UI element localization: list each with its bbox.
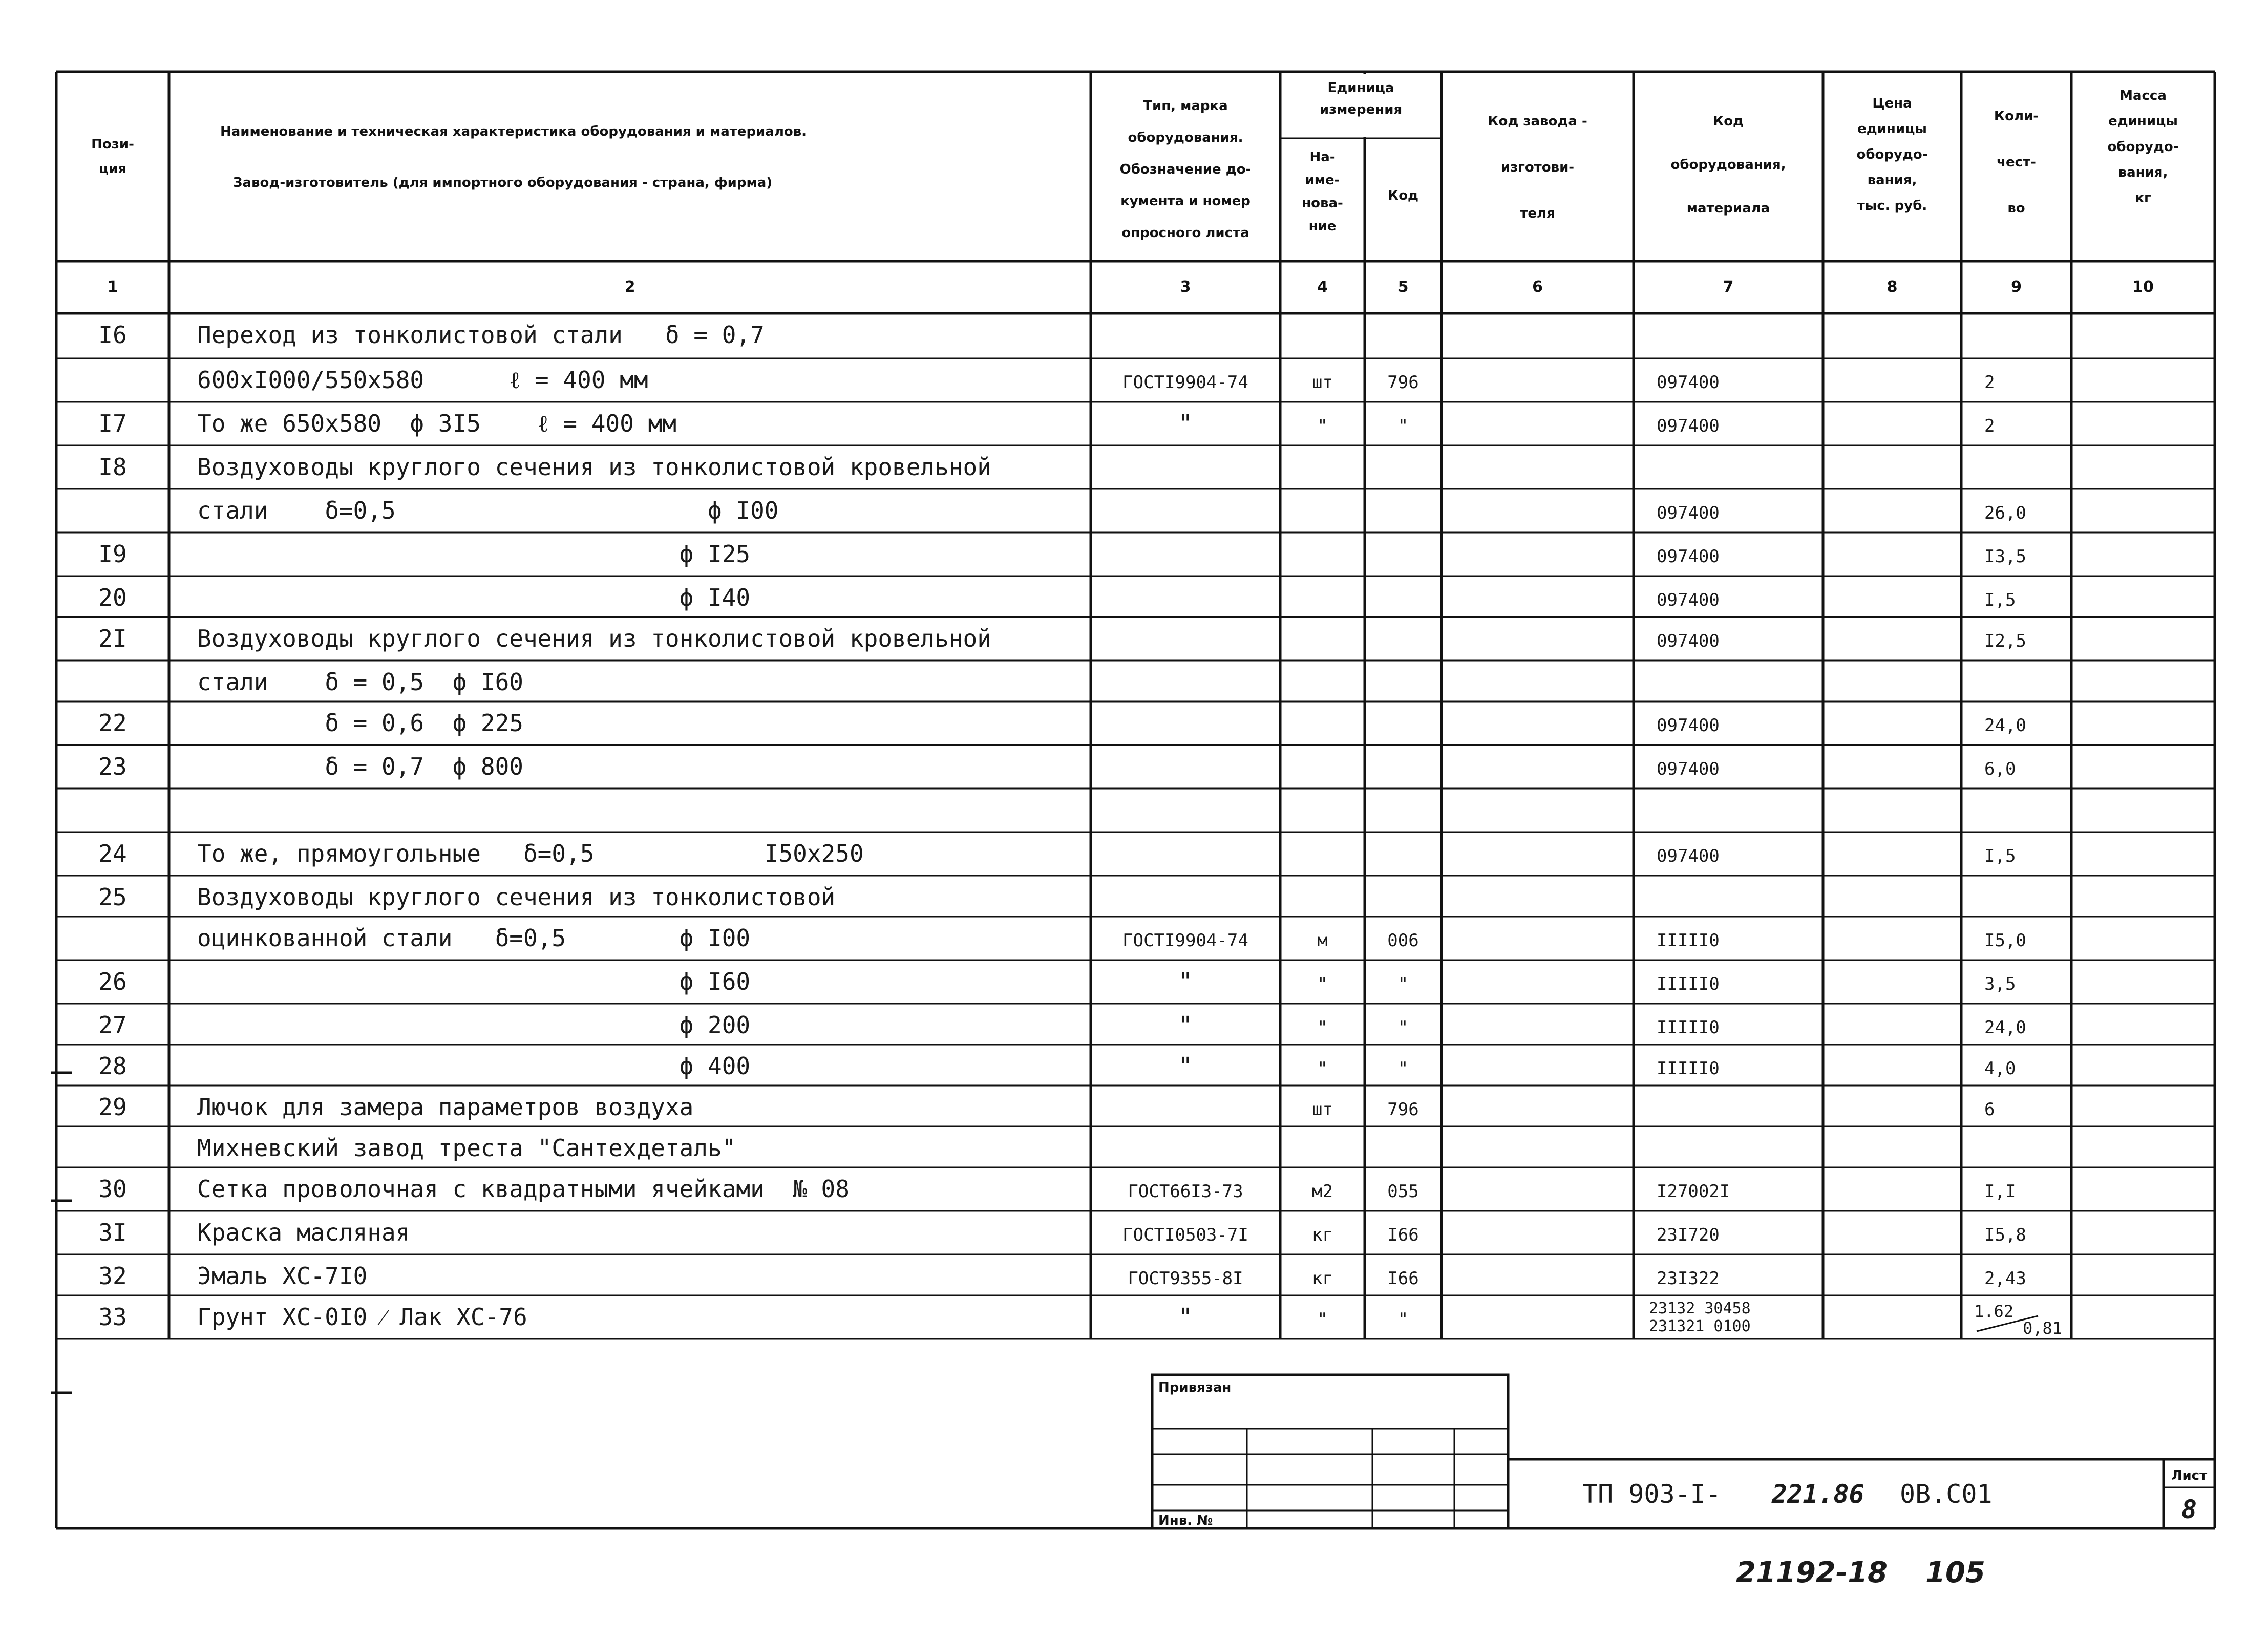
row-position: 22 xyxy=(98,709,127,737)
row-material-code: 097400 xyxy=(1657,631,1720,651)
row-material-code: 097400 xyxy=(1657,715,1720,736)
header-unit-name: На- xyxy=(1309,150,1336,165)
row-name: Краска масляная xyxy=(197,1219,410,1246)
row-position: 32 xyxy=(98,1262,127,1290)
header-price: тыс. руб. xyxy=(1857,198,1927,214)
row-name: 600xI000/550x580 ℓ = 400 мм xyxy=(197,366,648,394)
row-name: Эмаль ХС-7I0 xyxy=(197,1262,368,1290)
column-number: 9 xyxy=(2011,278,2022,296)
row-name: ϕ 400 xyxy=(197,1052,751,1080)
row-quantity: I,5 xyxy=(1984,590,2016,610)
sheet-number: 8 xyxy=(2181,1495,2197,1524)
header-manufacturer-code: изготови- xyxy=(1500,160,1575,175)
row-name: То же, прямоугольные δ=0,5 I50x250 xyxy=(197,840,864,867)
table-row xyxy=(197,924,2026,952)
row-quantity: 6 xyxy=(1984,1099,1995,1120)
row-unit-code: " xyxy=(1397,1017,1409,1038)
column-number: 7 xyxy=(1723,278,1734,296)
table-row xyxy=(98,1300,2062,1338)
header-mass: оборудо- xyxy=(2107,139,2179,155)
header-name: Наименование и техническая характеристика оборудования и материалов. xyxy=(220,124,807,139)
header-material-code: Код xyxy=(1712,114,1744,129)
row-name: стали δ=0,5 ϕ I00 xyxy=(197,497,779,524)
row-material-code: 097400 xyxy=(1657,372,1720,393)
row-position: 2I xyxy=(98,625,127,652)
footer xyxy=(1736,1556,1985,1589)
row-quantity: I3,5 xyxy=(1984,546,2026,567)
row-position: I6 xyxy=(98,321,127,349)
row-name: Воздуховоды круглого сечения из тонколистовой кровельной xyxy=(197,625,991,652)
row-material-code: IIIII0 xyxy=(1657,930,1720,951)
row-position: 20 xyxy=(98,584,127,611)
row-document: " xyxy=(1178,410,1193,437)
inventory-label: Инв. № xyxy=(1158,1513,1213,1528)
column-number: 4 xyxy=(1317,278,1328,296)
row-unit-code: " xyxy=(1397,1309,1409,1330)
table-row xyxy=(98,1175,2016,1203)
footer-doc-number: 21192-18 xyxy=(1736,1556,1888,1589)
row-quantity: I5,0 xyxy=(1984,930,2026,951)
row-unit: " xyxy=(1317,1017,1328,1038)
row-material-code: IIIII0 xyxy=(1657,974,1720,994)
header-manufacturer: Завод-изготовитель (для импортного оборудования - страна, фирма) xyxy=(233,175,773,190)
row-position: I7 xyxy=(98,410,127,437)
row-unit-code: " xyxy=(1397,974,1409,994)
row-quantity: 4,0 xyxy=(1984,1058,2016,1079)
header-unit-name: ние xyxy=(1308,219,1337,234)
row-name: То же 650x580 ϕ 3I5 ℓ = 400 мм xyxy=(197,410,676,437)
row-document: ГОСТI9904-74 xyxy=(1122,930,1248,951)
table-row xyxy=(98,1052,2016,1080)
table-row xyxy=(197,668,523,696)
row-position: 30 xyxy=(98,1175,127,1203)
column-number: 5 xyxy=(1397,278,1409,296)
row-quantity: 3,5 xyxy=(1984,974,2016,994)
row-position: 26 xyxy=(98,968,127,995)
table-row xyxy=(98,840,2016,867)
header-unit-group: измерения xyxy=(1319,102,1403,117)
header-quantity: чест- xyxy=(1997,155,2036,170)
row-quantity: I,I xyxy=(1984,1181,2016,1202)
row-quantity: 26,0 xyxy=(1984,503,2026,523)
table-row xyxy=(98,321,764,349)
row-unit: " xyxy=(1317,974,1328,994)
table-row xyxy=(98,410,1995,437)
header-unit-name: нова- xyxy=(1302,196,1343,211)
row-quantity: I2,5 xyxy=(1984,631,2026,651)
table-row xyxy=(197,366,1995,394)
row-position: 23 xyxy=(98,753,127,780)
column-number: 6 xyxy=(1532,278,1543,296)
table-body xyxy=(98,321,2062,1338)
header-quantity: во xyxy=(2007,201,2025,216)
row-name: ϕ I25 xyxy=(197,540,751,568)
row-quantity-bottom: 0,81 xyxy=(2023,1318,2063,1338)
row-unit-code: I66 xyxy=(1387,1225,1419,1245)
row-quantity-top: 1.62 xyxy=(1974,1302,2014,1321)
row-unit-code: 006 xyxy=(1387,930,1419,951)
row-document: " xyxy=(1178,968,1193,995)
row-document: " xyxy=(1178,1011,1193,1039)
header-mass: кг xyxy=(2135,190,2151,206)
row-material-code: 23I720 xyxy=(1657,1225,1720,1245)
row-position: 29 xyxy=(98,1093,127,1121)
row-name: Михневский завод треста "Сантехдеталь" xyxy=(197,1134,736,1162)
row-unit: м xyxy=(1317,930,1328,951)
title-block xyxy=(1152,1375,2215,1528)
row-document: ГОСТ66I3-73 xyxy=(1128,1181,1243,1202)
row-material-code: 097400 xyxy=(1657,503,1720,523)
row-position: 28 xyxy=(98,1052,127,1080)
column-number: 2 xyxy=(624,278,635,296)
row-position: 24 xyxy=(98,840,127,867)
header-manufacturer-code: теля xyxy=(1520,206,1555,221)
row-name: δ = 0,6 ϕ 225 xyxy=(197,709,523,737)
header-price: Цена xyxy=(1872,96,1912,111)
column-number: 3 xyxy=(1180,278,1191,296)
table-row xyxy=(98,540,2026,568)
header-price: оборудо- xyxy=(1856,147,1928,162)
attached-label: Привязан xyxy=(1158,1380,1232,1395)
row-unit-code: 796 xyxy=(1387,1099,1419,1120)
header-type: Обозначение до- xyxy=(1119,162,1252,177)
row-material-code: 097400 xyxy=(1657,759,1720,779)
row-name: Переход из тонколистовой стали δ = 0,7 xyxy=(197,321,765,349)
row-quantity: 24,0 xyxy=(1984,715,2026,736)
row-material-code: I27002I xyxy=(1657,1181,1730,1202)
row-position: 25 xyxy=(98,883,127,911)
column-number-row xyxy=(108,278,2154,296)
row-position: I9 xyxy=(98,540,127,568)
row-material-code: IIIII0 xyxy=(1657,1017,1720,1038)
header-manufacturer-code: Код завода - xyxy=(1488,114,1587,129)
table-row xyxy=(197,1134,736,1162)
table-row xyxy=(98,709,2026,737)
header-material-code: материала xyxy=(1686,201,1770,216)
row-quantity: 2 xyxy=(1984,372,1995,393)
row-unit: " xyxy=(1317,416,1328,436)
row-name: ϕ 200 xyxy=(197,1011,751,1039)
row-material-code: 097400 xyxy=(1657,590,1720,610)
row-material-code: 097400 xyxy=(1657,846,1720,866)
row-material-code-bottom: 231321 0100 xyxy=(1649,1317,1751,1335)
row-name: Воздуховоды круглого сечения из тонколистовой xyxy=(197,883,836,911)
row-position: I8 xyxy=(98,453,127,481)
row-quantity: 2,43 xyxy=(1984,1268,2026,1289)
header-material-code: оборудования, xyxy=(1670,157,1786,173)
row-name: Лючок для замера параметров воздуха xyxy=(197,1093,694,1121)
header-price: единицы xyxy=(1857,121,1927,137)
row-document: ГОСТI9904-74 xyxy=(1122,372,1248,393)
row-quantity: 6,0 xyxy=(1984,759,2016,779)
row-position: 33 xyxy=(98,1303,127,1331)
row-unit: шт xyxy=(1312,372,1333,393)
row-quantity: 2 xyxy=(1984,416,1995,436)
row-unit-code: 796 xyxy=(1387,372,1419,393)
table-row xyxy=(98,1011,2026,1039)
row-material-code: 097400 xyxy=(1657,416,1720,436)
table-row xyxy=(98,883,835,911)
header-type: оборудования. xyxy=(1128,130,1243,145)
row-unit-code: " xyxy=(1397,416,1409,436)
row-name: Сетка проволочная с квадратными ячейками № 08 xyxy=(197,1175,850,1203)
table-header xyxy=(91,80,2178,241)
row-unit: шт xyxy=(1312,1099,1333,1120)
row-name: стали δ = 0,5 ϕ I60 xyxy=(197,668,523,696)
header-quantity: Коли- xyxy=(1994,109,2039,124)
row-quantity: I5,8 xyxy=(1984,1225,2026,1245)
row-unit-code: 055 xyxy=(1387,1181,1419,1202)
table-row xyxy=(98,453,991,481)
header-price: вания, xyxy=(1867,173,1917,188)
row-material-code: 23I322 xyxy=(1657,1268,1720,1289)
row-unit: кг xyxy=(1312,1268,1333,1289)
header-type: Тип, марка xyxy=(1143,98,1228,114)
row-unit-code: I66 xyxy=(1387,1268,1419,1289)
designation-prefix: ТП 903-I- xyxy=(1582,1479,1721,1509)
row-name: Грунт ХС-0I0 ⁄ Лак ХС-76 xyxy=(197,1303,527,1331)
table-row xyxy=(98,1262,2026,1290)
header-unit-name: име- xyxy=(1305,173,1340,188)
row-name: δ = 0,7 ϕ 800 xyxy=(197,753,523,780)
column-number: 10 xyxy=(2132,278,2154,296)
section-code: 0В.С01 xyxy=(1900,1479,1993,1509)
footer-page-number: 105 xyxy=(1925,1556,1985,1589)
row-name: ϕ I60 xyxy=(197,968,751,995)
table-row xyxy=(98,584,2016,611)
row-document: ГОСТI0503-7I xyxy=(1122,1225,1248,1245)
header-position: Пози- xyxy=(91,137,134,152)
row-material-code-top: 23132 30458 xyxy=(1649,1300,1751,1317)
row-quantity: I,5 xyxy=(1984,846,2016,866)
row-unit-code: " xyxy=(1397,1058,1409,1079)
row-name: ϕ I40 xyxy=(197,584,751,611)
row-unit: " xyxy=(1317,1058,1328,1079)
row-quantity: 24,0 xyxy=(1984,1017,2026,1038)
header-mass: единицы xyxy=(2108,114,2178,129)
column-number: 8 xyxy=(1887,278,1898,296)
header-type: опросного листа xyxy=(1121,225,1249,241)
row-material-code: 097400 xyxy=(1657,546,1720,567)
header-mass: вания, xyxy=(2118,165,2168,180)
row-position: 3I xyxy=(98,1219,127,1246)
table-row xyxy=(98,968,2016,995)
row-document: " xyxy=(1178,1052,1193,1080)
row-document: ГОСТ9355-8I xyxy=(1128,1268,1243,1289)
row-name: оцинкованной стали δ=0,5 ϕ I00 xyxy=(197,924,751,952)
table-row xyxy=(98,1093,1995,1121)
row-material-code: IIIII0 xyxy=(1657,1058,1720,1079)
row-unit: " xyxy=(1317,1309,1328,1330)
table-row xyxy=(98,753,2016,780)
table-row xyxy=(98,625,2026,652)
table-row xyxy=(98,1219,2026,1246)
row-position: 27 xyxy=(98,1011,127,1039)
sheet-label: Лист xyxy=(2171,1468,2208,1483)
row-unit: м2 xyxy=(1312,1181,1333,1202)
table-row xyxy=(197,497,2026,524)
row-unit: кг xyxy=(1312,1225,1333,1245)
row-document: " xyxy=(1178,1303,1193,1331)
header-unit-code: Код xyxy=(1387,188,1419,203)
header-unit-group: Единица xyxy=(1327,80,1394,96)
column-number: 1 xyxy=(107,278,118,296)
header-mass: Масса xyxy=(2119,88,2167,103)
designation-number: 221.86 xyxy=(1772,1479,1864,1509)
header-position: ция xyxy=(98,161,127,177)
header-type: кумента и номер xyxy=(1120,194,1250,209)
row-name: Воздуховоды круглого сечения из тонколистовой кровельной xyxy=(197,453,991,481)
